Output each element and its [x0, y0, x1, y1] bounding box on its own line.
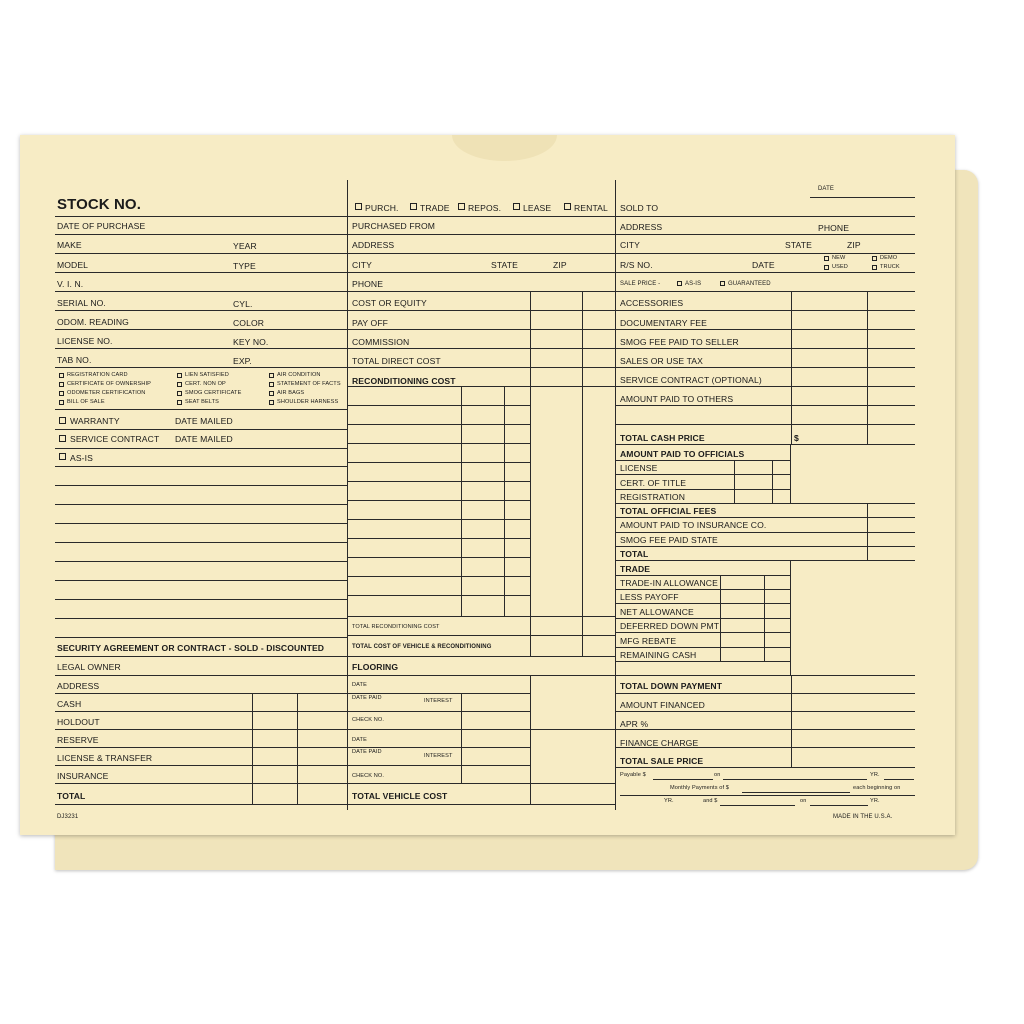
rule [347, 481, 530, 482]
rule [615, 729, 915, 730]
rule [347, 519, 530, 520]
holdout-label: HOLDOUT [57, 717, 100, 727]
seat-belts-checkbox[interactable] [177, 400, 182, 405]
rule [55, 656, 347, 657]
total-official-fees-label: TOTAL OFFICIAL FEES [620, 506, 717, 516]
sale-price-label: SALE PRICE - [620, 281, 661, 287]
total-cost-vehicle-recon-label: TOTAL COST OF VEHICLE & RECONDITIONING [352, 644, 492, 650]
rs-no-label: R/S NO. [620, 260, 653, 270]
date-paid-label: DATE PAID [352, 695, 382, 701]
service-contract-label: SERVICE CONTRACT [70, 434, 160, 444]
rule [615, 424, 915, 425]
rule [615, 310, 915, 311]
zip-label: ZIP [847, 240, 861, 250]
rule [615, 291, 915, 292]
rule [347, 711, 531, 712]
stock-no-label: STOCK NO. [57, 196, 141, 213]
trade-in-allowance-label: TRADE-IN ALLOWANCE [620, 578, 718, 588]
rule [347, 462, 530, 463]
air-bags-checkbox[interactable] [269, 391, 274, 396]
rule [55, 291, 347, 292]
rule [742, 792, 850, 793]
rule [615, 234, 915, 235]
repos-label: REPOS. [468, 203, 502, 213]
rule [347, 329, 615, 330]
dollar-sign: $ [794, 433, 799, 443]
front-folder-sheet [20, 135, 955, 835]
serial-no-label: SERIAL NO. [57, 298, 106, 308]
rule [347, 253, 615, 254]
reserve-label: RESERVE [57, 735, 99, 745]
rule [615, 675, 915, 676]
rule [347, 765, 531, 766]
statement-of-facts-checkbox[interactable] [269, 382, 274, 387]
rule [55, 599, 347, 600]
rule [55, 216, 347, 217]
rule [615, 253, 915, 254]
date-mailed-label: DATE MAILED [175, 434, 233, 444]
on-label: on [714, 772, 721, 778]
rule [615, 503, 915, 504]
rule [347, 216, 615, 217]
rule [55, 804, 347, 805]
as-is-checkbox[interactable] [59, 453, 66, 460]
rule [504, 386, 505, 616]
new-checkbox[interactable] [824, 256, 829, 261]
pay-off-label: PAY OFF [352, 318, 389, 328]
rule [764, 575, 765, 661]
rule [55, 409, 347, 410]
rule [55, 234, 347, 235]
rule [615, 474, 790, 475]
rule [55, 367, 347, 368]
rule [347, 693, 531, 694]
key-no-label: KEY NO. [233, 337, 269, 347]
rule [347, 804, 615, 805]
total-sale-price-label: TOTAL SALE PRICE [620, 756, 704, 766]
truck-label: TRUCK [880, 264, 900, 270]
date-label: DATE [752, 260, 775, 270]
rule [347, 675, 615, 676]
rule [55, 429, 347, 430]
doc-label: STATEMENT OF FACTS [277, 381, 341, 387]
rule [55, 485, 347, 486]
remaining-cash-label: REMAINING CASH [620, 650, 697, 660]
finance-charge-label: FINANCE CHARGE [620, 738, 699, 748]
guaranteed-checkbox[interactable] [720, 281, 725, 286]
rule [297, 693, 298, 804]
amount-paid-officials-heading: AMOUNT PAID TO OFFICIALS [620, 449, 745, 459]
rule [530, 291, 531, 386]
date-of-purchase-label: DATE OF PURCHASE [57, 221, 146, 231]
rule [615, 272, 915, 273]
date-label: DATE [352, 737, 367, 743]
legal-owner-label: LEGAL OWNER [57, 662, 121, 672]
shoulder-harness-checkbox[interactable] [269, 400, 274, 405]
rule [620, 795, 915, 796]
yr-label: YR. [870, 798, 880, 804]
rule [347, 729, 615, 730]
warranty-checkbox[interactable] [59, 417, 66, 424]
deferred-down-label: DEFERRED DOWN PMT [620, 621, 720, 631]
zip-label: ZIP [553, 260, 567, 270]
total-label: TOTAL [57, 791, 86, 801]
doc-label: SMOG CERTIFICATE [185, 390, 242, 396]
exp-label: EXP. [233, 356, 252, 366]
total-reconditioning-cost-label: TOTAL RECONDITIONING COST [352, 624, 440, 630]
rule [252, 693, 253, 804]
flooring-heading: FLOORING [352, 662, 399, 672]
cert-non-op-checkbox[interactable] [177, 382, 182, 387]
doc-label: ODOMETER CERTIFICATION [67, 390, 146, 396]
rule [734, 460, 735, 503]
rule [615, 711, 915, 712]
odometer-certification-checkbox[interactable] [59, 391, 64, 396]
rule [720, 805, 795, 806]
lease-label: LEASE [523, 203, 552, 213]
divider-left-middle [347, 180, 348, 810]
rule [55, 561, 347, 562]
accessories-label: ACCESSORIES [620, 298, 684, 308]
total-direct-cost-label: TOTAL DIRECT COST [352, 356, 441, 366]
rule [347, 747, 531, 748]
rule [347, 443, 530, 444]
apr-label: APR % [620, 719, 649, 729]
registration-card-checkbox[interactable] [59, 373, 64, 378]
rule [347, 538, 530, 539]
rule [55, 542, 347, 543]
trade-checkbox[interactable] [410, 203, 417, 210]
rule [772, 460, 773, 503]
check-no-label: CHECK NO. [352, 717, 384, 723]
monthly-payments-label: Monthly Payments of $ [670, 785, 729, 791]
rule [615, 747, 915, 748]
service-contract-label: SERVICE CONTRACT (OPTIONAL) [620, 375, 762, 385]
rule [582, 291, 583, 386]
state-label: STATE [785, 240, 812, 250]
rule [723, 779, 867, 780]
trade-heading: TRADE [620, 564, 651, 574]
cost-or-equity-label: COST OR EQUITY [352, 298, 427, 308]
rule [791, 291, 792, 444]
rule [55, 693, 347, 694]
service-contract-checkbox[interactable] [59, 435, 66, 442]
tab-no-label: TAB NO. [57, 355, 92, 365]
rule [55, 618, 347, 619]
rule [347, 616, 615, 617]
rule [55, 783, 347, 784]
rule [347, 405, 530, 406]
rule [55, 711, 347, 712]
made-in-usa: MADE IN THE U.S.A. [833, 814, 893, 820]
rule [720, 575, 721, 661]
air-condition-checkbox[interactable] [269, 373, 274, 378]
as-is-label: AS-IS [685, 281, 702, 287]
rule [615, 767, 915, 768]
rule [653, 779, 713, 780]
sold-to-label: SOLD TO [620, 203, 659, 213]
total-label: TOTAL [620, 549, 649, 559]
amount-paid-others-label: AMOUNT PAID TO OTHERS [620, 394, 734, 404]
rule [347, 595, 530, 596]
date-paid-label: DATE PAID [352, 749, 382, 755]
rule [55, 637, 347, 638]
amount-financed-label: AMOUNT FINANCED [620, 700, 705, 710]
rule [347, 557, 530, 558]
rule [347, 783, 615, 784]
interest-label: INTEREST [424, 753, 453, 759]
rule [615, 329, 915, 330]
type-label: TYPE [233, 261, 256, 271]
security-agreement-heading: SECURITY AGREEMENT OR CONTRACT - SOLD - DISCOUNTED [57, 643, 325, 653]
license-transfer-label: LICENSE & TRANSFER [57, 753, 153, 763]
year-label: YEAR [233, 241, 257, 251]
rule [790, 560, 791, 675]
rule [615, 405, 915, 406]
form-code: DJ3231 [57, 814, 79, 820]
documentary-fee-label: DOCUMENTARY FEE [620, 318, 707, 328]
purchased-from-label: PURCHASED FROM [352, 221, 436, 231]
rule [55, 675, 347, 676]
registration-label: REGISTRATION [620, 492, 686, 502]
insurance-label: INSURANCE [57, 771, 109, 781]
rule [615, 489, 790, 490]
demo-checkbox[interactable] [872, 256, 877, 261]
rule [615, 532, 915, 533]
rule [55, 310, 347, 311]
color-label: COLOR [233, 318, 265, 328]
check-no-label: CHECK NO. [352, 773, 384, 779]
phone-label: PHONE [818, 223, 850, 233]
lien-satisfied-checkbox[interactable] [177, 373, 182, 378]
doc-label: LIEN SATISFIED [185, 372, 229, 378]
used-checkbox[interactable] [824, 265, 829, 270]
rule [347, 576, 530, 577]
rule [55, 348, 347, 349]
rule [791, 675, 792, 767]
rule [347, 386, 615, 387]
and-label: and $ [703, 798, 718, 804]
used-label: USED [832, 264, 848, 270]
doc-label: SEAT BELTS [185, 399, 219, 405]
rule [615, 546, 915, 547]
doc-label: CERTIFICATE OF OWNERSHIP [67, 381, 151, 387]
rule [867, 503, 868, 560]
rule [347, 635, 615, 636]
doc-label: BILL OF SALE [67, 399, 105, 405]
cyl-label: CYL. [233, 299, 253, 309]
address-label: ADDRESS [620, 222, 663, 232]
doc-label: REGISTRATION CARD [67, 372, 128, 378]
model-label: MODEL [57, 260, 89, 270]
rule [55, 504, 347, 505]
less-payoff-label: LESS PAYOFF [620, 592, 679, 602]
rule [615, 517, 915, 518]
address-label: ADDRESS [57, 681, 100, 691]
rule [884, 779, 914, 780]
rule [55, 466, 347, 467]
rule [55, 272, 347, 273]
rule [55, 765, 347, 766]
rule [615, 444, 915, 445]
net-allowance-label: NET ALLOWANCE [620, 607, 694, 617]
date-label: DATE [818, 186, 834, 192]
rule [810, 197, 915, 198]
trade-label: TRADE [420, 203, 450, 213]
rule [347, 656, 615, 657]
rule [582, 386, 583, 656]
repos-checkbox[interactable] [458, 203, 465, 210]
rule [867, 291, 868, 444]
phone-label: PHONE [352, 279, 384, 289]
purch-checkbox[interactable] [355, 203, 362, 210]
smog-fee-state-label: SMOG FEE PAID STATE [620, 535, 718, 545]
total-down-payment-label: TOTAL DOWN PAYMENT [620, 681, 723, 691]
each-beginning-label: each beginning on [853, 785, 901, 791]
sales-use-tax-label: SALES OR USE TAX [620, 356, 703, 366]
demo-label: DEMO [880, 255, 898, 261]
amount-paid-insurance-label: AMOUNT PAID TO INSURANCE CO. [620, 520, 767, 530]
rental-label: RENTAL [574, 203, 608, 213]
rule [347, 500, 530, 501]
address-label: ADDRESS [352, 240, 395, 250]
rule [347, 310, 615, 311]
date-label: DATE [352, 682, 367, 688]
doc-label: AIR BAGS [277, 390, 305, 396]
total-cash-price-label: TOTAL CASH PRICE [620, 433, 705, 443]
interest-label: INTEREST [424, 698, 453, 704]
rule [530, 675, 531, 804]
total-vehicle-cost-label: TOTAL VEHICLE COST [352, 791, 448, 801]
mfg-rebate-label: MFG REBATE [620, 636, 677, 646]
truck-checkbox[interactable] [872, 265, 877, 270]
as-is-checkbox[interactable] [677, 281, 682, 286]
state-label: STATE [491, 260, 518, 270]
rule [810, 805, 868, 806]
rule [347, 367, 615, 368]
vin-label: V. I. N. [57, 279, 84, 289]
on-label: on [800, 798, 807, 804]
rule [347, 291, 615, 292]
rule [615, 367, 915, 368]
smog-certificate-checkbox[interactable] [177, 391, 182, 396]
license-no-label: LICENSE NO. [57, 336, 113, 346]
date-mailed-label: DATE MAILED [175, 416, 233, 426]
rule [615, 386, 915, 387]
smog-fee-seller-label: SMOG FEE PAID TO SELLER [620, 337, 739, 347]
rule [615, 216, 915, 217]
guaranteed-label: GUARANTEED [728, 281, 771, 287]
rental-checkbox[interactable] [564, 203, 571, 210]
rule [55, 448, 347, 449]
rule [55, 523, 347, 524]
as-is-label: AS-IS [70, 453, 93, 463]
city-label: CITY [352, 260, 372, 270]
rule [615, 460, 790, 461]
new-label: NEW [832, 255, 846, 261]
purch-label: PURCH. [365, 203, 399, 213]
license-label: LICENSE [620, 463, 658, 473]
rule [347, 234, 615, 235]
make-label: MAKE [57, 240, 82, 250]
cash-label: CASH [57, 699, 82, 709]
reconditioning-cost-heading: RECONDITIONING COST [352, 376, 456, 386]
odom-reading-label: ODOM. READING [57, 317, 129, 327]
rule [790, 444, 791, 503]
doc-label: CERT. NON OP [185, 381, 226, 387]
payable-label: Payable $ [620, 772, 646, 778]
city-label: CITY [620, 240, 640, 250]
thumb-notch [452, 135, 557, 161]
rule [461, 386, 462, 616]
rule [615, 348, 915, 349]
divider-middle-right [615, 180, 616, 810]
rule [55, 729, 347, 730]
rule [615, 560, 915, 561]
rule [55, 580, 347, 581]
rule [347, 272, 615, 273]
rule [55, 747, 347, 748]
commission-label: COMMISSION [352, 337, 410, 347]
yr-label: YR. [870, 772, 880, 778]
rule [347, 424, 530, 425]
lease-checkbox[interactable] [513, 203, 520, 210]
yr-label: YR. [664, 798, 674, 804]
rule [55, 253, 347, 254]
doc-label: SHOULDER HARNESS [277, 399, 339, 405]
certificate-of-ownership-checkbox[interactable] [59, 382, 64, 387]
rule [55, 329, 347, 330]
doc-label: AIR CONDITION [277, 372, 321, 378]
warranty-label: WARRANTY [70, 416, 120, 426]
rule [347, 348, 615, 349]
cert-title-label: CERT. OF TITLE [620, 478, 687, 488]
bill-of-sale-checkbox[interactable] [59, 400, 64, 405]
rule [461, 693, 462, 783]
rule [615, 661, 790, 662]
rule [615, 693, 915, 694]
